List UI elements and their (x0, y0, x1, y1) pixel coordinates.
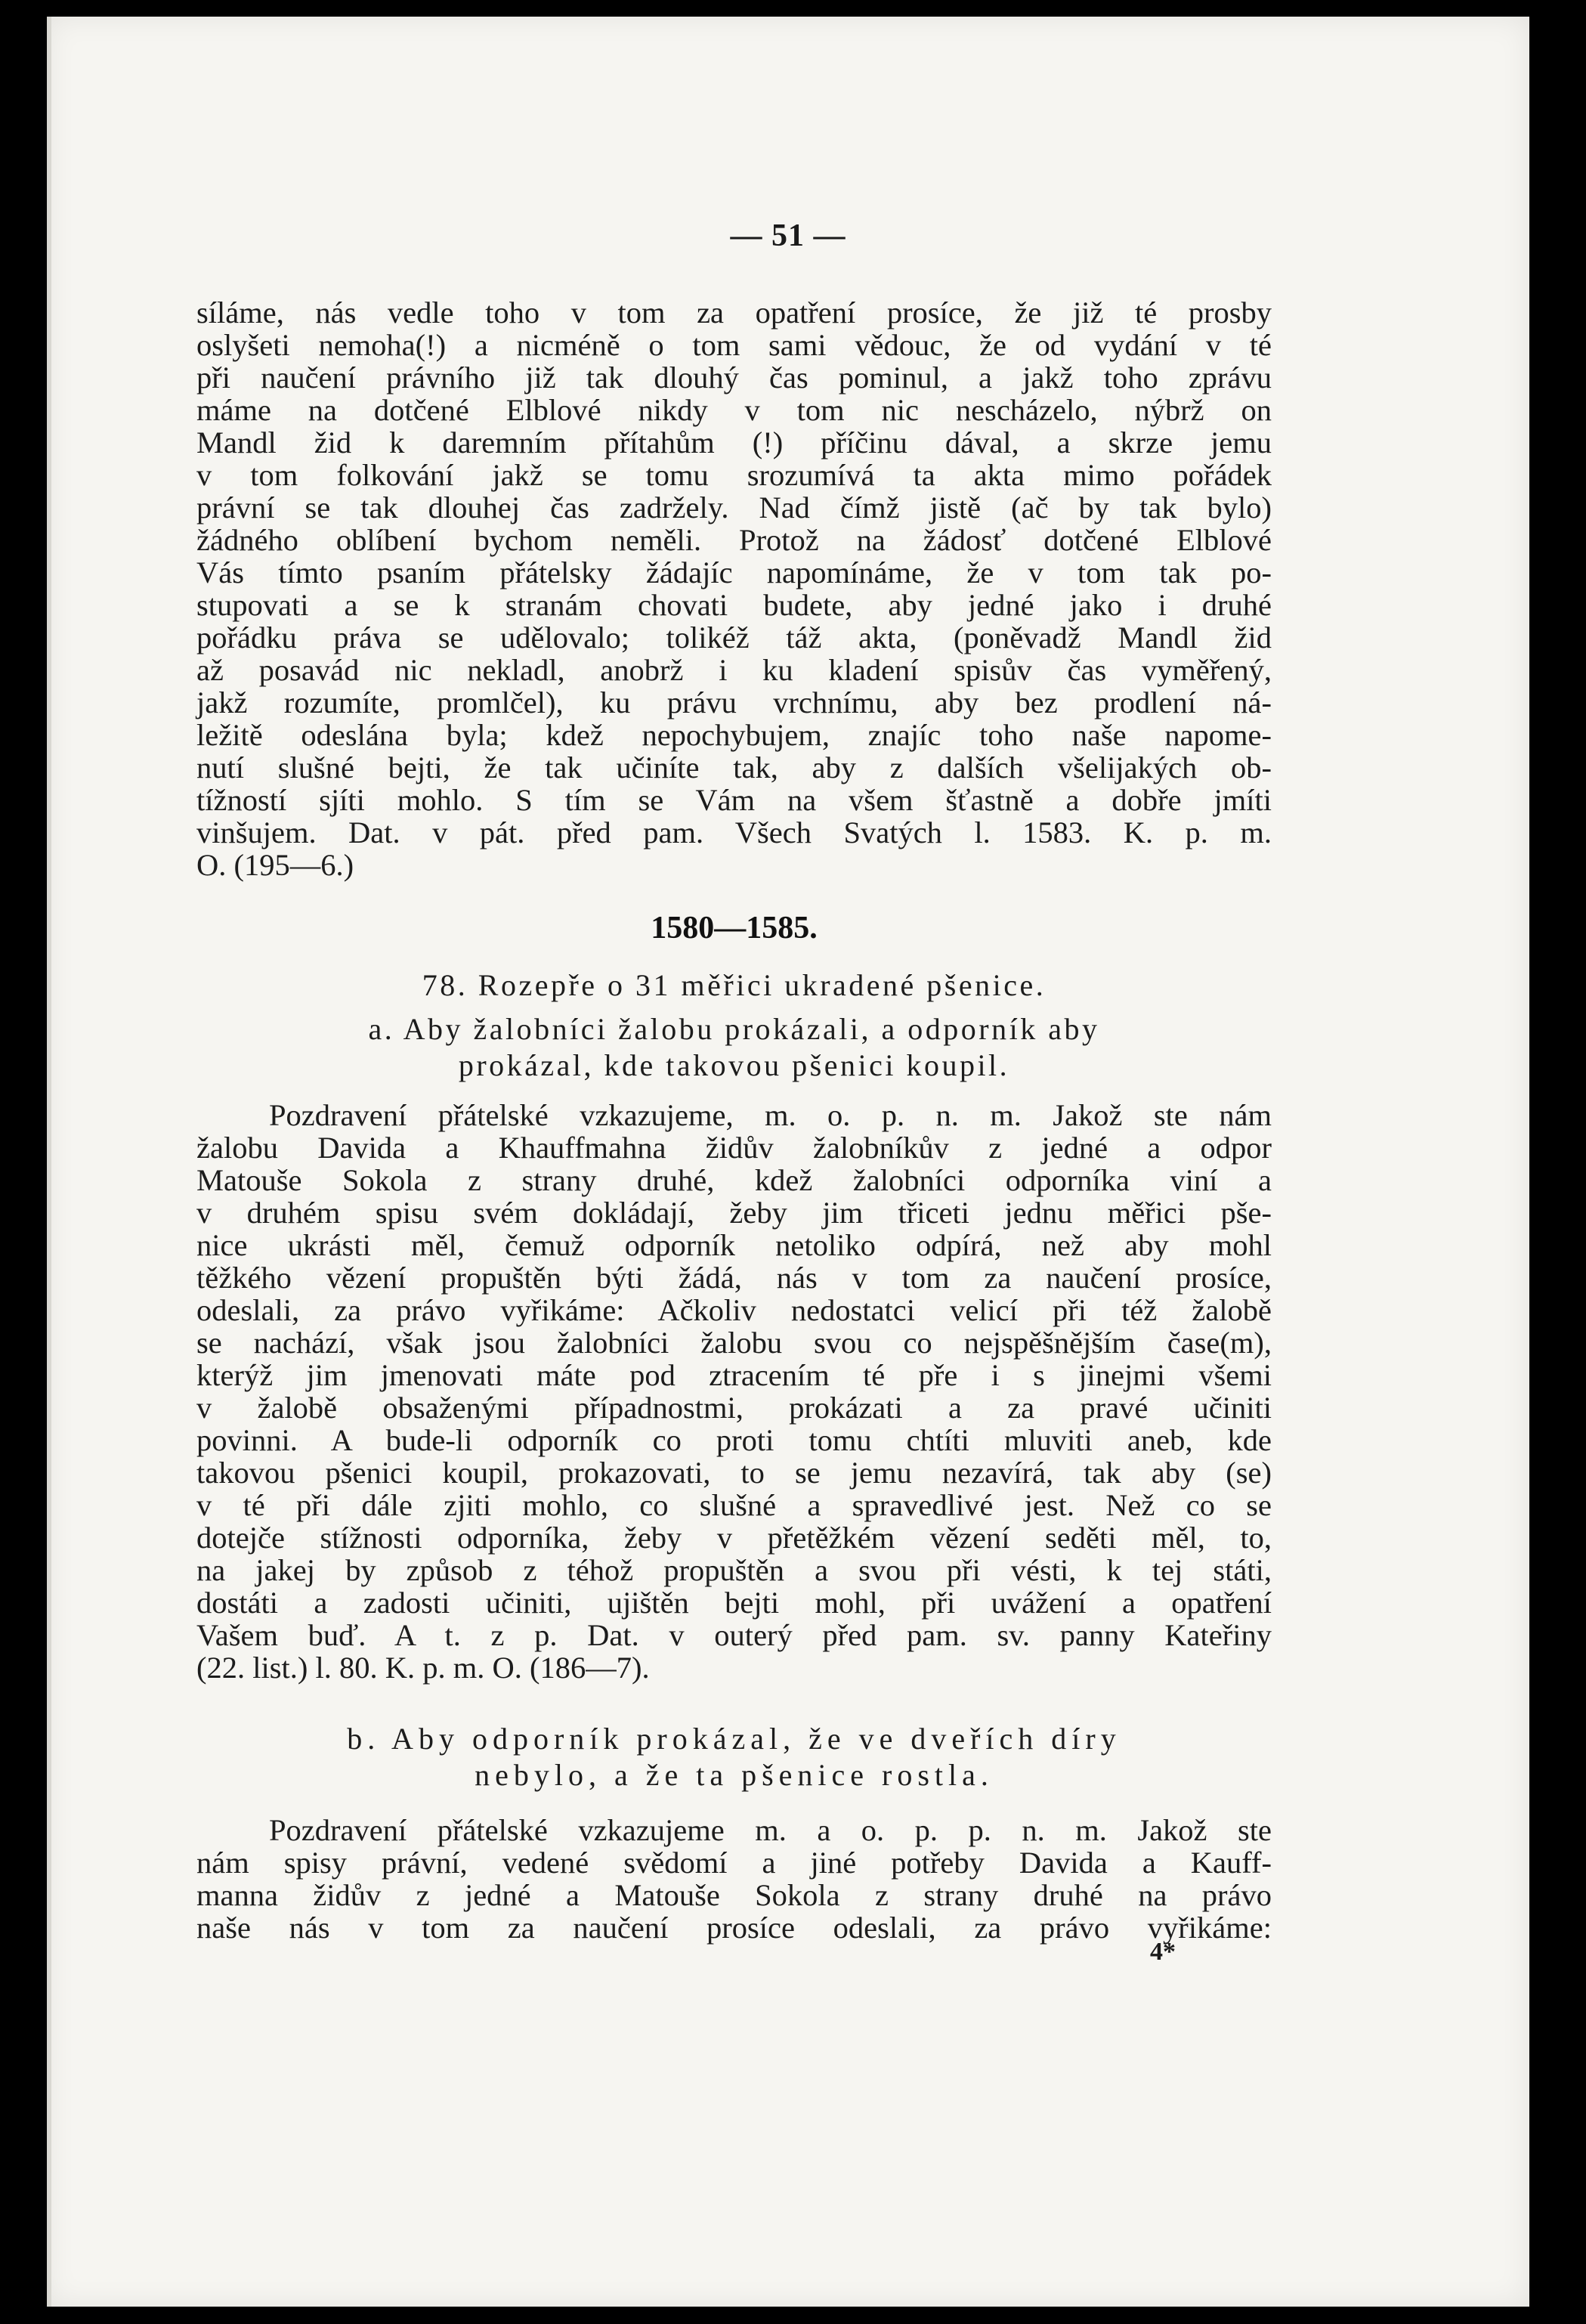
subsection-b-title (196, 1721, 1272, 1793)
text-line: stupovati a se k stranám chovati budete, aby jedné jako i druhé (196, 588, 1272, 622)
text-line: Matouše Sokola z strany druhé, kdež žalobníci odporníka viní a (196, 1163, 1272, 1197)
text-line: nutí slušné bejti, že tak učiníte tak, aby z dalších všelijakých ob- (196, 750, 1272, 784)
text-line: v žalobě obsaženými případnostmi, prokázati a za pravé učiniti (196, 1391, 1272, 1425)
text-line: na jakej by způsob z téhož propuštěn a svou při vésti, k tej státi, (196, 1553, 1272, 1587)
text-line: Pozdravení přátelské vzkazujeme m. a o. p. p. n. m. Jakož ste (269, 1813, 1272, 1847)
text-line: máme na dotčené Elblové nikdy v tom nic nescházelo, nýbrž on (196, 393, 1272, 427)
paragraph-subsection-a (196, 1099, 1272, 1684)
heading-line: prokázal, kde takovou pšenici koupil. (458, 1048, 1010, 1082)
text-line: Vašem buď. A t. z p. Dat. v outerý před pam. sv. panny Kateřiny (196, 1618, 1272, 1652)
heading-line: b. Aby odporník prokázal, že ve dveřích díry (347, 1722, 1121, 1756)
text-line: jakž rozumíte, promlčel), ku právu vrchnímu, aby bez prodlení ná- (196, 685, 1272, 719)
text-line: povinni. A bude-li odporník co proti tomu chtíti mluviti aneb, kde (196, 1423, 1272, 1457)
text-line: pořádku práva se udělovalo; tolikéž táž akta, (poněvadž Mandl žid (196, 620, 1272, 654)
heading-line: a. Aby žalobníci žalobu prokázali, a odporník aby (368, 1012, 1100, 1046)
text-line: takovou pšenici koupil, prokazovati, to se jemu nezavírá, tak aby (se) (196, 1456, 1272, 1490)
text-line: při naučení právního již tak dlouhý čas pominul, a jakž toho zprávu (196, 361, 1272, 395)
text-line: se nachází, však jsou žalobníci žalobu svou co nejspěšnějším čase(m), (196, 1326, 1272, 1360)
page-number: — 51 — (730, 218, 846, 253)
text-line: naše nás v tom za naučení prosíce odeslali, za právo vyřikáme: (196, 1911, 1272, 1945)
text-line: vinšujem. Dat. v pát. před pam. Všech Svatých l. 1583. K. p. m. (196, 815, 1272, 849)
text-line: Mandl žid k daremním přítahům (!) příčinu dával, a skrze jemu (196, 425, 1272, 460)
text-line: dotejče stížnosti odporníka, žeby v přetěžkém vězení seděti měl, to, (196, 1521, 1272, 1555)
text-line: žádného oblíbení bychom neměli. Protož na žádosť dotčené Elblové (196, 523, 1272, 557)
text-line: právní se tak dlouhej čas zadržely. Nad čímž jistě (ač by tak bylo) (196, 490, 1272, 525)
text-line: až posavád nic nekladl, anobrž i ku kladení spisův čas vyměřený, (196, 653, 1272, 687)
text-line: nám spisy právní, vedené svědomí a jiné potřeby Davida a Kauff- (196, 1846, 1272, 1880)
book-page (47, 17, 1529, 2307)
paragraph-continuation (196, 296, 1272, 881)
text-line: oslyšeti nemoha(!) a nicméně o tom sami vědouc, že od vydání v té (196, 328, 1272, 362)
printer-signature-mark: 4* (1150, 1938, 1176, 1966)
text-line: ležitě odeslána byla; kdež nepochybujem, znajíc toho naše napome- (196, 718, 1272, 752)
text-line: O. (195—6.) (196, 848, 354, 882)
year-heading: 1580—1585. (651, 911, 818, 945)
text-line: odeslali, za právo vyřikáme: Ačkoliv nedostatci velicí při též žalobě (196, 1293, 1272, 1327)
heading-line: nebylo, a že ta pšenice rostla. (475, 1758, 994, 1792)
text-line: síláme, nás vedle toho v tom za opatření prosíce, že již té prosby (196, 296, 1272, 330)
text-line: žalobu Davida a Khauffmahna židův žalobníkův z jedné a odpor (196, 1131, 1272, 1165)
text-line: kterýž jim jmenovati máte pod ztracením té pře i s jinejmi všemi (196, 1358, 1272, 1392)
text-line: tížností sjíti mohlo. S tím se Vám na všem šťastně a dobře jmíti (196, 783, 1272, 817)
text-line: (22. list.) l. 80. K. p. m. O. (186—7). (196, 1651, 650, 1685)
text-line: v té při dále zjiti mohlo, co slušné a spravedlivé jest. Než co se (196, 1488, 1272, 1522)
text-line: v druhém spisu svém dokládají, žeby jim třiceti jednu měřici pše- (196, 1196, 1272, 1230)
page-edge-left (47, 17, 51, 2307)
section-78-title: 78. Rozepře o 31 měřici ukradené pšenice. (422, 968, 1047, 1002)
subsection-a-title (196, 1011, 1272, 1084)
text-line: Vás tímto psaním přátelsky žádajíc napomínáme, že v tom tak po- (196, 555, 1272, 590)
text-line: nice ukrásti měl, čemuž odporník netoliko odpírá, než aby mohl (196, 1228, 1272, 1262)
paragraph-subsection-b (196, 1814, 1272, 1944)
text-line: těžkého vězení propuštěn býti žádá, nás v tom za naučení prosíce, (196, 1261, 1272, 1295)
text-line: manna židův z jedné a Matouše Sokola z strany druhé na právo (196, 1878, 1272, 1912)
text-line: Pozdravení přátelské vzkazujeme, m. o. p. n. m. Jakož ste nám (269, 1098, 1272, 1132)
text-line: v tom folkování jakž se tomu srozumívá ta akta mimo pořádek (196, 458, 1272, 492)
text-line: dostáti a zadosti učiniti, ujištěn bejti mohl, při uvážení a opatření (196, 1586, 1272, 1620)
